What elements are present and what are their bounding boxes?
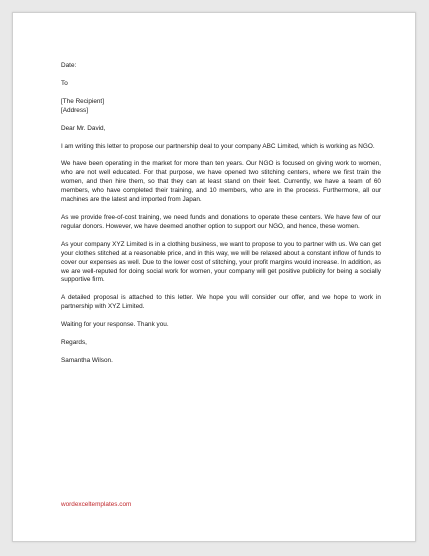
paragraph-attachment: A detailed proposal is attached to this letter. We hope you will consider our offer, and we hope to work in partnership with XYZ Limited. xyxy=(61,294,381,311)
footer-website-link[interactable]: wordexceltemplates.com xyxy=(61,501,132,508)
date-line: Date: xyxy=(61,62,77,69)
paragraph-background: We have been operating in the market for more than ten years. Our NGO is focused on giving work to women, who are not well educated. For that purpose, we have opened two stitching centers, where we first train the women, and then hire them, so that they can at least stand on their feet. Currently, we have a team of 60 members, who have completed their training, and 10 members, who are in the process. Furthermore, all our machines are the latest and imported from Japan. xyxy=(61,160,381,204)
paragraph-proposal: As your company XYZ Limited is in a clothing business, we want to propose to you to partner with us. We can get your clothes stitched at a reasonable price, and in this way, we will be relaxed about a constant inflow of funds to cover our expenses as well. Due to the lower cost of stitching, your profit margins would increase. In addition, as we are well-reputed for doing social work for women, your company will get positive publicity for being a socially supportive firm. xyxy=(61,240,381,284)
signature-name: Samantha Wilson. xyxy=(61,356,113,364)
closing-line: Waiting for your response. Thank you. xyxy=(61,321,169,329)
paragraph-intro: I am writing this letter to propose our partnership deal to your company ABC Limited, which is working as NGO. xyxy=(61,142,375,150)
document-page xyxy=(12,12,416,542)
recipient-line: [The Recipient] xyxy=(61,97,104,105)
regards-line: Regards, xyxy=(61,339,87,347)
address-line: [Address] xyxy=(61,106,88,114)
letter-body xyxy=(61,62,381,366)
salutation: Dear Mr. David, xyxy=(61,124,106,132)
to-line: To xyxy=(61,79,68,87)
paragraph-funding: As we provide free-of-cost training, we need funds and donations to operate these centers. We have few of our regular donors. However, we have deemed another option to support our NGO, and hence, these women. xyxy=(61,213,381,230)
